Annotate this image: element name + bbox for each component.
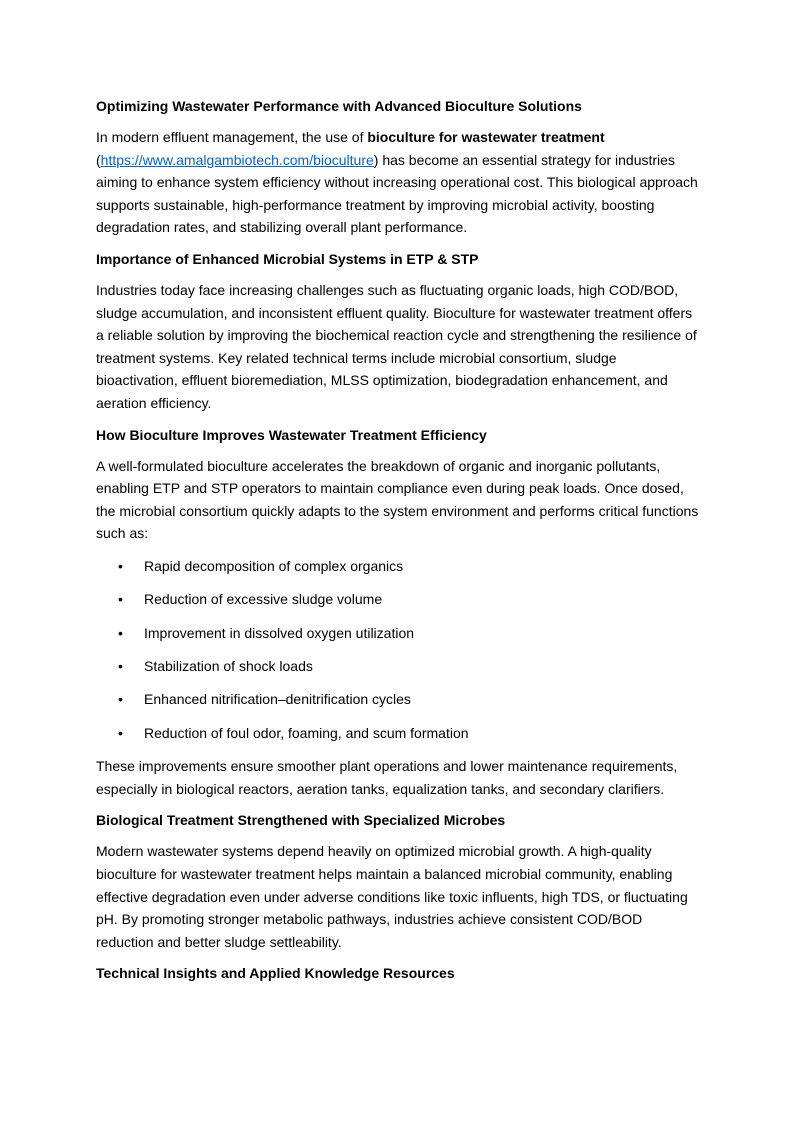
list-item: • Stabilization of shock loads bbox=[96, 655, 700, 678]
list-item: • Reduction of foul odor, foaming, and scum formation bbox=[96, 722, 700, 745]
intro-paragraph bbox=[96, 126, 700, 239]
section-after-list: These improvements ensure smoother plant operations and lower maintenance requirements, especially in biological reactors, aeration tanks, equalization tanks, and secondary clarifiers. bbox=[96, 758, 678, 797]
intro-paren: ( bbox=[96, 151, 101, 168]
document-page bbox=[96, 96, 700, 993]
bioculture-link[interactable]: https://www.amalgambiotech.com/bioculture bbox=[100, 151, 374, 168]
section-heading-efficiency: How Bioculture Improves Wastewater Treatment Efficiency bbox=[96, 426, 487, 443]
section-heading-specialized-microbes: Biological Treatment Strengthened with Specialized Microbes bbox=[96, 812, 506, 829]
document-title: Optimizing Wastewater Performance with Advanced Bioculture Solutions bbox=[96, 98, 582, 114]
list-item: • Improvement in dissolved oxygen utilization bbox=[96, 622, 700, 645]
functions-list bbox=[96, 555, 700, 745]
section-body-efficiency: A well-formulated bioculture accelerates the breakdown of organic and inorganic pollutants, enabling ETP and STP operators to maintain compliance even during peak loads. Once dosed, the microbial consortium quickly adapts to the system environment and performs critical functions such as: bbox=[96, 457, 699, 542]
section-body-specialized-microbes: Modern wastewater systems depend heavily on optimized microbial growth. A high-quality bioculture for wastewater treatment helps maintain a balanced microbial community, enabling effective degradation even under adverse conditions like toxic influents, high TDS, or fluctuating pH. By promoting stronger metabolic pathways, industries achieve consistent COD/BOD reduction and better sludge settleability. bbox=[96, 843, 688, 950]
intro-lead: In modern effluent management, the use of bbox=[96, 129, 368, 145]
section-heading-technical-insights: Technical Insights and Applied Knowledge Resources bbox=[96, 965, 455, 982]
section-heading-microbial-systems: Importance of Enhanced Microbial Systems in ETP & STP bbox=[96, 250, 479, 267]
list-item: • Reduction of excessive sludge volume bbox=[96, 588, 700, 611]
list-item: • Enhanced nitrification–denitrification cycles bbox=[96, 688, 700, 711]
list-item: • Rapid decomposition of complex organics bbox=[96, 555, 700, 578]
intro-rest: ) has become an essential strategy for industries aiming to enhance system efficiency without increasing operational cost. This biological approach supports sustainable, high-performance treatment by improving microbial activity, boosting degradation rates, and stabilizing overall plant performance. bbox=[96, 151, 698, 236]
section-body-microbial-systems: Industries today face increasing challenges such as fluctuating organic loads, high COD/BOD, sludge accumulation, and inconsistent effluent quality. Bioculture for wastewater treatment offers a reliable solution by improving the biochemical reaction cycle and strengthening the resilience of treatment systems. Key related technical terms include microbial consortium, sludge bioactivation, effluent bioremediation, MLSS optimization, biodegradation enhancement, and aeration efficiency. bbox=[96, 281, 697, 411]
intro-bold-term: bioculture for wastewater treatment bbox=[367, 129, 605, 145]
